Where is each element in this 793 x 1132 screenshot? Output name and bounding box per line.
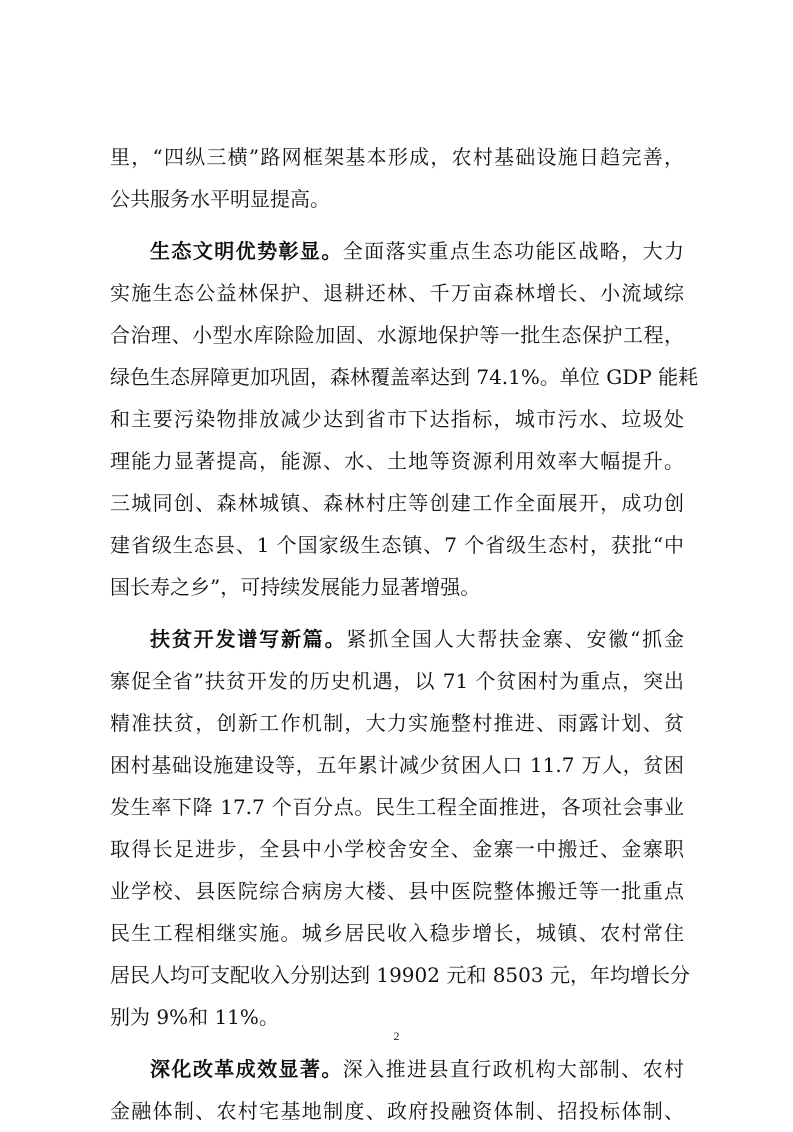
text-line: 和主要污染物排放减少达到省市下达指标，城市污水、垃圾处 [110,407,684,431]
text-line: 三城同创、森林城镇、森林村庄等创建工作全面展开，成功创 [110,491,684,515]
text-line [110,1048,684,1090]
text-line: 绿色生态屏障更加巩固，森林覆盖率达到 74.1%。单位 GDP 能耗 [110,365,699,389]
paragraph [110,1048,684,1132]
text-line [110,230,684,272]
text-line: 业学校、县医院综合病房大楼、县中医院整体搬迁等一批重点 [110,879,684,903]
document-body [110,136,699,1132]
paragraph [110,618,690,1038]
text-line: 发生率下降 17.7 个百分点。民生工程全面推进，各项社会事业 [110,795,684,819]
text-line-rest: 紧抓全国人大帮扶金寨、安徽“抓金 [346,627,684,651]
text-line: 取得长足进步，全县中小学校舍安全、金寨一中搬迁、金寨职 [110,837,684,861]
text-line: 合治理、小型水库除险加固、水源地保护等一批生态保护工程， [110,323,684,347]
text-line: 国长寿之乡”，可持续发展能力显著增强。 [110,575,481,599]
text-line: 民生工程相继实施。城乡居民收入稳步增长，城镇、农村常住 [110,921,684,945]
text-line-rest: 全面落实重点生态功能区战略，大力 [342,239,684,263]
text-line: 金融体制、农村宅基地制度、政府投融资体制、招投标体制、 [110,1099,684,1123]
text-line: 建省级生态县、1 个国家级生态镇、7 个省级生态村，获批“中 [110,533,684,557]
text-line: 别为 9%和 11%。 [110,1005,279,1029]
text-line: 精准扶贫，创新工作机制，大力实施整村推进、雨露计划、贫 [110,711,684,735]
paragraph-heading: 深化改革成效显著。 [150,1057,343,1081]
text-line: 理能力显著提高，能源、水、土地等资源利用效率大幅提升。 [110,449,684,473]
text-line: 里，“四纵三横”路网框架基本形成，农村基础设施日趋完善， [110,145,684,169]
paragraph-heading: 扶贫开发谱写新篇。 [150,627,347,651]
page-number: 2 [393,1029,400,1043]
text-line [110,618,684,660]
text-line: 公共服务水平明显提高。 [110,187,330,211]
text-line-rest: 深入推进县直行政机构大部制、农村 [342,1057,684,1081]
paragraph-heading: 生态文明优势彰显。 [150,239,343,263]
text-line: 居民人均可支配收入分别达到 19902 元和 8503 元，年均增长分 [110,963,690,987]
paragraph [110,230,699,608]
text-line: 实施生态公益林保护、退耕还林、千万亩森林增长、小流域综 [110,281,684,305]
text-line: 寨促全省”扶贫开发的历史机遇，以 71 个贫困村为重点，突出 [110,669,684,693]
text-line: 困村基础设施建设等，五年累计减少贫困人口 11.7 万人，贫困 [110,753,684,777]
paragraph [110,136,684,220]
